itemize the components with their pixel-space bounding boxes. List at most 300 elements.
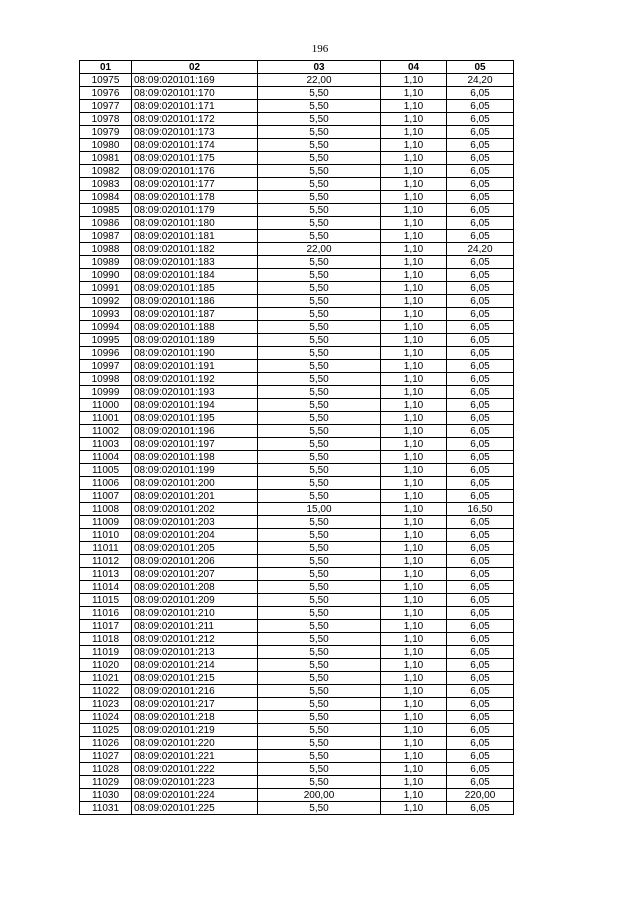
cell-id: 10975 — [80, 74, 132, 87]
cell-cadastral-number: 08:09:020101:196 — [132, 425, 258, 438]
cell-cadastral-number: 08:09:020101:191 — [132, 360, 258, 373]
cell-value-04: 1,10 — [381, 672, 447, 685]
cell-id: 10997 — [80, 360, 132, 373]
cell-id: 10978 — [80, 113, 132, 126]
table-row — [80, 633, 514, 646]
cell-id: 11019 — [80, 646, 132, 659]
cell-value-03: 5,50 — [258, 360, 381, 373]
cell-value-03: 5,50 — [258, 230, 381, 243]
cell-value-04: 1,10 — [381, 87, 447, 100]
cell-value-04: 1,10 — [381, 334, 447, 347]
cell-id: 11023 — [80, 698, 132, 711]
cell-value-04: 1,10 — [381, 126, 447, 139]
cell-cadastral-number: 08:09:020101:214 — [132, 659, 258, 672]
cell-value-03: 5,50 — [258, 165, 381, 178]
cell-cadastral-number: 08:09:020101:224 — [132, 789, 258, 802]
cell-value-04: 1,10 — [381, 152, 447, 165]
cell-id: 11029 — [80, 776, 132, 789]
cell-value-05: 6,05 — [447, 555, 514, 568]
cell-value-05: 6,05 — [447, 334, 514, 347]
cell-id: 11016 — [80, 607, 132, 620]
table-row — [80, 347, 514, 360]
cell-cadastral-number: 08:09:020101:201 — [132, 490, 258, 503]
cell-value-04: 1,10 — [381, 685, 447, 698]
cell-cadastral-number: 08:09:020101:225 — [132, 802, 258, 815]
header-col-05: 05 — [447, 61, 514, 74]
cell-id: 11009 — [80, 516, 132, 529]
cell-value-03: 5,50 — [258, 620, 381, 633]
cell-value-04: 1,10 — [381, 412, 447, 425]
table-row — [80, 100, 514, 113]
cell-value-05: 6,05 — [447, 620, 514, 633]
table-row — [80, 256, 514, 269]
cell-cadastral-number: 08:09:020101:194 — [132, 399, 258, 412]
cell-cadastral-number: 08:09:020101:218 — [132, 711, 258, 724]
table-row — [80, 74, 514, 87]
cell-value-03: 5,50 — [258, 295, 381, 308]
cell-cadastral-number: 08:09:020101:195 — [132, 412, 258, 425]
table-row — [80, 555, 514, 568]
cell-cadastral-number: 08:09:020101:217 — [132, 698, 258, 711]
cell-value-04: 1,10 — [381, 776, 447, 789]
cell-value-04: 1,10 — [381, 321, 447, 334]
cell-value-04: 1,10 — [381, 789, 447, 802]
cell-value-05: 6,05 — [447, 139, 514, 152]
cell-value-03: 5,50 — [258, 581, 381, 594]
table-row — [80, 230, 514, 243]
cell-value-04: 1,10 — [381, 74, 447, 87]
cell-value-03: 5,50 — [258, 87, 381, 100]
cell-cadastral-number: 08:09:020101:206 — [132, 555, 258, 568]
cell-cadastral-number: 08:09:020101:211 — [132, 620, 258, 633]
cell-value-05: 6,05 — [447, 425, 514, 438]
cell-value-05: 6,05 — [447, 529, 514, 542]
cell-value-05: 6,05 — [447, 113, 514, 126]
cell-value-05: 6,05 — [447, 672, 514, 685]
cell-value-05: 6,05 — [447, 386, 514, 399]
cell-id: 11013 — [80, 568, 132, 581]
cell-value-03: 5,50 — [258, 269, 381, 282]
cell-value-04: 1,10 — [381, 698, 447, 711]
cell-value-05: 6,05 — [447, 282, 514, 295]
cell-value-03: 5,50 — [258, 516, 381, 529]
table-row — [80, 724, 514, 737]
table-body — [80, 74, 514, 815]
cell-value-03: 5,50 — [258, 126, 381, 139]
table-row — [80, 620, 514, 633]
cell-value-04: 1,10 — [381, 802, 447, 815]
cell-cadastral-number: 08:09:020101:181 — [132, 230, 258, 243]
cell-cadastral-number: 08:09:020101:187 — [132, 308, 258, 321]
cell-value-04: 1,10 — [381, 230, 447, 243]
table-row — [80, 178, 514, 191]
cell-id: 11020 — [80, 659, 132, 672]
cell-value-03: 5,50 — [258, 217, 381, 230]
cell-id: 11027 — [80, 750, 132, 763]
cell-value-05: 6,05 — [447, 217, 514, 230]
cell-id: 11007 — [80, 490, 132, 503]
cell-id: 11025 — [80, 724, 132, 737]
cell-value-03: 5,50 — [258, 204, 381, 217]
cell-value-03: 5,50 — [258, 386, 381, 399]
table-row — [80, 568, 514, 581]
cell-cadastral-number: 08:09:020101:182 — [132, 243, 258, 256]
cell-id: 11031 — [80, 802, 132, 815]
table-row — [80, 191, 514, 204]
cell-value-04: 1,10 — [381, 386, 447, 399]
cell-id: 10981 — [80, 152, 132, 165]
cell-id: 10980 — [80, 139, 132, 152]
cell-value-05: 6,05 — [447, 295, 514, 308]
cell-value-05: 6,05 — [447, 438, 514, 451]
cell-value-04: 1,10 — [381, 451, 447, 464]
table-row — [80, 789, 514, 802]
cell-value-04: 1,10 — [381, 438, 447, 451]
cell-cadastral-number: 08:09:020101:202 — [132, 503, 258, 516]
cell-value-05: 6,05 — [447, 178, 514, 191]
header-col-04: 04 — [381, 61, 447, 74]
cell-value-05: 6,05 — [447, 724, 514, 737]
cell-id: 10989 — [80, 256, 132, 269]
cell-value-04: 1,10 — [381, 490, 447, 503]
cell-cadastral-number: 08:09:020101:188 — [132, 321, 258, 334]
cell-value-03: 5,50 — [258, 308, 381, 321]
table-row — [80, 282, 514, 295]
cell-value-04: 1,10 — [381, 113, 447, 126]
table-row — [80, 425, 514, 438]
cell-value-03: 5,50 — [258, 399, 381, 412]
table-row — [80, 308, 514, 321]
cell-value-04: 1,10 — [381, 425, 447, 438]
cell-value-04: 1,10 — [381, 620, 447, 633]
cell-id: 10990 — [80, 269, 132, 282]
cell-value-04: 1,10 — [381, 100, 447, 113]
cell-id: 11021 — [80, 672, 132, 685]
cell-value-03: 5,50 — [258, 568, 381, 581]
table-row — [80, 607, 514, 620]
cell-value-04: 1,10 — [381, 581, 447, 594]
cell-cadastral-number: 08:09:020101:189 — [132, 334, 258, 347]
header-col-01: 01 — [80, 61, 132, 74]
cell-cadastral-number: 08:09:020101:210 — [132, 607, 258, 620]
cell-id: 11018 — [80, 633, 132, 646]
table-row — [80, 659, 514, 672]
cell-value-03: 5,50 — [258, 542, 381, 555]
cell-value-03: 5,50 — [258, 178, 381, 191]
cell-value-03: 5,50 — [258, 412, 381, 425]
cell-value-03: 5,50 — [258, 646, 381, 659]
cell-value-04: 1,10 — [381, 347, 447, 360]
cell-id: 10986 — [80, 217, 132, 230]
table-row — [80, 451, 514, 464]
cell-value-03: 5,50 — [258, 672, 381, 685]
table-row — [80, 490, 514, 503]
cell-value-03: 5,50 — [258, 776, 381, 789]
cell-value-05: 6,05 — [447, 347, 514, 360]
cell-value-05: 6,05 — [447, 308, 514, 321]
cell-value-05: 6,05 — [447, 698, 514, 711]
cell-cadastral-number: 08:09:020101:174 — [132, 139, 258, 152]
cell-id: 11006 — [80, 477, 132, 490]
cell-value-05: 6,05 — [447, 204, 514, 217]
cell-value-03: 5,50 — [258, 555, 381, 568]
table-row — [80, 477, 514, 490]
table-row — [80, 321, 514, 334]
cell-id: 11010 — [80, 529, 132, 542]
table-row — [80, 360, 514, 373]
cell-value-04: 1,10 — [381, 516, 447, 529]
cell-value-03: 5,50 — [258, 256, 381, 269]
cell-value-04: 1,10 — [381, 139, 447, 152]
cell-value-04: 1,10 — [381, 204, 447, 217]
cell-value-04: 1,10 — [381, 542, 447, 555]
cell-cadastral-number: 08:09:020101:204 — [132, 529, 258, 542]
cell-value-05: 24,20 — [447, 243, 514, 256]
data-table — [79, 60, 514, 815]
table-row — [80, 581, 514, 594]
cell-value-05: 6,05 — [447, 87, 514, 100]
cell-value-05: 24,20 — [447, 74, 514, 87]
table-row — [80, 685, 514, 698]
cell-cadastral-number: 08:09:020101:172 — [132, 113, 258, 126]
cell-id: 10982 — [80, 165, 132, 178]
cell-value-05: 6,05 — [447, 477, 514, 490]
table-row — [80, 594, 514, 607]
cell-value-03: 5,50 — [258, 282, 381, 295]
cell-value-05: 6,05 — [447, 776, 514, 789]
cell-id: 10987 — [80, 230, 132, 243]
table-row — [80, 503, 514, 516]
cell-id: 10979 — [80, 126, 132, 139]
cell-value-03: 5,50 — [258, 425, 381, 438]
table-header — [80, 61, 514, 74]
cell-id: 11004 — [80, 451, 132, 464]
cell-id: 11011 — [80, 542, 132, 555]
cell-cadastral-number: 08:09:020101:183 — [132, 256, 258, 269]
cell-cadastral-number: 08:09:020101:200 — [132, 477, 258, 490]
cell-id: 10999 — [80, 386, 132, 399]
cell-value-03: 5,50 — [258, 594, 381, 607]
cell-value-05: 6,05 — [447, 256, 514, 269]
cell-id: 11002 — [80, 425, 132, 438]
cell-cadastral-number: 08:09:020101:177 — [132, 178, 258, 191]
cell-value-04: 1,10 — [381, 243, 447, 256]
table-row — [80, 295, 514, 308]
cell-value-05: 6,05 — [447, 581, 514, 594]
cell-cadastral-number: 08:09:020101:186 — [132, 295, 258, 308]
cell-value-05: 6,05 — [447, 711, 514, 724]
cell-cadastral-number: 08:09:020101:169 — [132, 74, 258, 87]
cell-value-04: 1,10 — [381, 282, 447, 295]
cell-value-05: 6,05 — [447, 659, 514, 672]
cell-value-03: 5,50 — [258, 113, 381, 126]
cell-id: 11000 — [80, 399, 132, 412]
cell-cadastral-number: 08:09:020101:176 — [132, 165, 258, 178]
cell-value-03: 5,50 — [258, 737, 381, 750]
header-col-02: 02 — [132, 61, 258, 74]
cell-value-04: 1,10 — [381, 178, 447, 191]
cell-value-03: 5,50 — [258, 139, 381, 152]
cell-value-03: 5,50 — [258, 100, 381, 113]
cell-value-04: 1,10 — [381, 633, 447, 646]
cell-id: 11012 — [80, 555, 132, 568]
table-row — [80, 204, 514, 217]
cell-id: 11022 — [80, 685, 132, 698]
table-row — [80, 516, 514, 529]
cell-value-03: 5,50 — [258, 529, 381, 542]
cell-value-04: 1,10 — [381, 217, 447, 230]
cell-cadastral-number: 08:09:020101:185 — [132, 282, 258, 295]
cell-id: 11024 — [80, 711, 132, 724]
table-row — [80, 672, 514, 685]
cell-cadastral-number: 08:09:020101:179 — [132, 204, 258, 217]
cell-id: 10995 — [80, 334, 132, 347]
header-col-03: 03 — [258, 61, 381, 74]
cell-cadastral-number: 08:09:020101:173 — [132, 126, 258, 139]
cell-value-03: 200,00 — [258, 789, 381, 802]
cell-cadastral-number: 08:09:020101:209 — [132, 594, 258, 607]
cell-cadastral-number: 08:09:020101:184 — [132, 269, 258, 282]
cell-cadastral-number: 08:09:020101:207 — [132, 568, 258, 581]
table-row — [80, 737, 514, 750]
cell-value-03: 5,50 — [258, 347, 381, 360]
cell-id: 10994 — [80, 321, 132, 334]
cell-value-05: 6,05 — [447, 126, 514, 139]
cell-value-03: 5,50 — [258, 685, 381, 698]
table-row — [80, 165, 514, 178]
cell-value-05: 6,05 — [447, 568, 514, 581]
cell-value-03: 5,50 — [258, 763, 381, 776]
table-row — [80, 217, 514, 230]
cell-cadastral-number: 08:09:020101:180 — [132, 217, 258, 230]
cell-value-03: 5,50 — [258, 802, 381, 815]
cell-value-03: 5,50 — [258, 191, 381, 204]
page-number: 196 — [311, 43, 329, 55]
cell-value-05: 6,05 — [447, 464, 514, 477]
cell-value-05: 6,05 — [447, 594, 514, 607]
cell-id: 10991 — [80, 282, 132, 295]
table-row — [80, 152, 514, 165]
table-row — [80, 87, 514, 100]
cell-value-05: 6,05 — [447, 165, 514, 178]
table-row — [80, 269, 514, 282]
cell-value-05: 16,50 — [447, 503, 514, 516]
cell-value-05: 6,05 — [447, 802, 514, 815]
cell-value-04: 1,10 — [381, 295, 447, 308]
cell-value-04: 1,10 — [381, 503, 447, 516]
table-row — [80, 464, 514, 477]
cell-value-05: 6,05 — [447, 321, 514, 334]
table-row — [80, 113, 514, 126]
cell-value-05: 6,05 — [447, 646, 514, 659]
cell-value-04: 1,10 — [381, 256, 447, 269]
cell-cadastral-number: 08:09:020101:205 — [132, 542, 258, 555]
cell-value-04: 1,10 — [381, 568, 447, 581]
cell-value-03: 15,00 — [258, 503, 381, 516]
cell-id: 11001 — [80, 412, 132, 425]
cell-value-05: 6,05 — [447, 412, 514, 425]
cell-value-03: 22,00 — [258, 74, 381, 87]
cell-value-04: 1,10 — [381, 308, 447, 321]
cell-cadastral-number: 08:09:020101:215 — [132, 672, 258, 685]
cell-cadastral-number: 08:09:020101:208 — [132, 581, 258, 594]
cell-value-05: 6,05 — [447, 451, 514, 464]
cell-value-04: 1,10 — [381, 165, 447, 178]
cell-id: 11028 — [80, 763, 132, 776]
cell-value-03: 5,50 — [258, 464, 381, 477]
cell-cadastral-number: 08:09:020101:219 — [132, 724, 258, 737]
table-row — [80, 334, 514, 347]
cell-value-05: 6,05 — [447, 399, 514, 412]
cell-value-03: 5,50 — [258, 490, 381, 503]
cell-id: 11008 — [80, 503, 132, 516]
cell-value-05: 6,05 — [447, 100, 514, 113]
cell-cadastral-number: 08:09:020101:171 — [132, 100, 258, 113]
cell-value-05: 6,05 — [447, 607, 514, 620]
cell-value-05: 6,05 — [447, 542, 514, 555]
cell-value-05: 6,05 — [447, 737, 514, 750]
cell-value-04: 1,10 — [381, 191, 447, 204]
cell-id: 10992 — [80, 295, 132, 308]
cell-id: 10984 — [80, 191, 132, 204]
cell-value-03: 5,50 — [258, 633, 381, 646]
cell-value-04: 1,10 — [381, 607, 447, 620]
cell-id: 11015 — [80, 594, 132, 607]
cell-cadastral-number: 08:09:020101:223 — [132, 776, 258, 789]
cell-cadastral-number: 08:09:020101:192 — [132, 373, 258, 386]
cell-value-04: 1,10 — [381, 737, 447, 750]
cell-cadastral-number: 08:09:020101:212 — [132, 633, 258, 646]
table-row — [80, 399, 514, 412]
cell-value-04: 1,10 — [381, 750, 447, 763]
table-row — [80, 412, 514, 425]
cell-value-04: 1,10 — [381, 399, 447, 412]
cell-value-04: 1,10 — [381, 594, 447, 607]
cell-id: 11005 — [80, 464, 132, 477]
table-row — [80, 243, 514, 256]
cell-value-05: 6,05 — [447, 269, 514, 282]
cell-cadastral-number: 08:09:020101:222 — [132, 763, 258, 776]
cell-value-03: 5,50 — [258, 607, 381, 620]
cell-value-04: 1,10 — [381, 711, 447, 724]
cell-cadastral-number: 08:09:020101:198 — [132, 451, 258, 464]
cell-value-04: 1,10 — [381, 555, 447, 568]
cell-id: 10985 — [80, 204, 132, 217]
cell-value-05: 6,05 — [447, 230, 514, 243]
cell-value-03: 5,50 — [258, 451, 381, 464]
cell-value-04: 1,10 — [381, 269, 447, 282]
cell-value-04: 1,10 — [381, 763, 447, 776]
cell-cadastral-number: 08:09:020101:221 — [132, 750, 258, 763]
cell-cadastral-number: 08:09:020101:203 — [132, 516, 258, 529]
cell-value-03: 5,50 — [258, 698, 381, 711]
cell-value-04: 1,10 — [381, 360, 447, 373]
cell-cadastral-number: 08:09:020101:193 — [132, 386, 258, 399]
cell-value-05: 6,05 — [447, 633, 514, 646]
cell-id: 10993 — [80, 308, 132, 321]
cell-value-04: 1,10 — [381, 659, 447, 672]
table-row — [80, 542, 514, 555]
cell-value-03: 5,50 — [258, 711, 381, 724]
cell-id: 11026 — [80, 737, 132, 750]
cell-value-04: 1,10 — [381, 646, 447, 659]
table-row — [80, 646, 514, 659]
cell-id: 10998 — [80, 373, 132, 386]
cell-cadastral-number: 08:09:020101:213 — [132, 646, 258, 659]
table-row — [80, 763, 514, 776]
cell-cadastral-number: 08:09:020101:197 — [132, 438, 258, 451]
cell-value-03: 22,00 — [258, 243, 381, 256]
